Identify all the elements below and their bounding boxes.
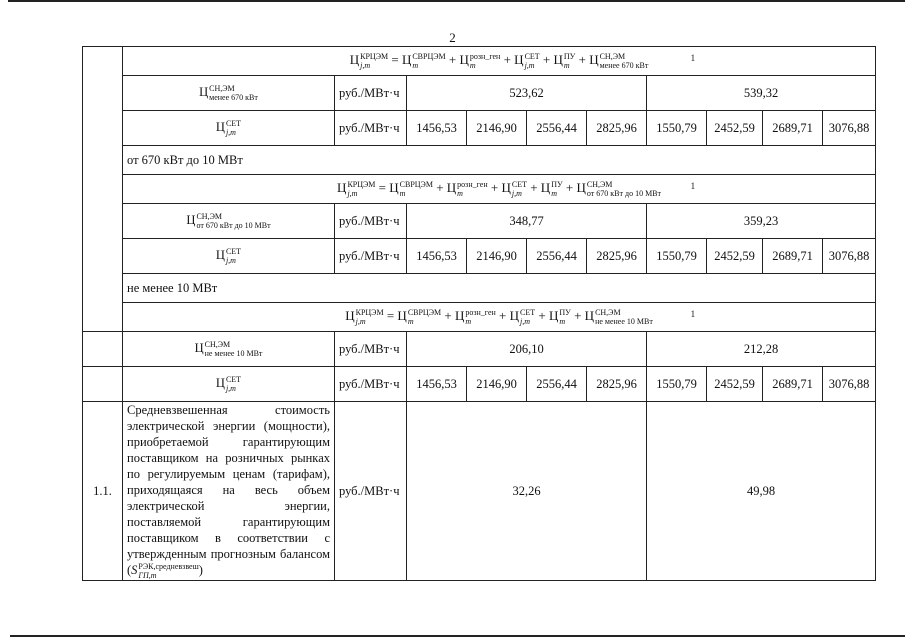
set-value: 2452,59 [707,111,763,146]
set-value: 2146,90 [467,367,527,402]
unit-label: руб./МВт·ч [335,239,407,274]
unit-label: руб./МВт·ч [335,76,407,111]
avg-cost-value: 49,98 [647,402,876,581]
set-value: 1456,53 [407,239,467,274]
page-number: 2 [449,30,456,45]
index-spacer [83,332,123,367]
sn-value: 523,62 [407,76,647,111]
set-value: 1550,79 [647,367,707,402]
sn-symbol-lt670: Ц СН,ЭМ менее 670 кВт [123,76,335,111]
set-value: 1456,53 [407,367,467,402]
set-value: 1456,53 [407,111,467,146]
unit-label: руб./МВт·ч [335,111,407,146]
set-value: 3076,88 [823,367,876,402]
set-symbol: Ц СЕТ j,m [123,367,335,402]
unit-label: руб./МВт·ч [335,402,407,581]
sn-symbol-670-10: Ц СН,ЭМ от 670 кВт до 10 МВт [123,204,335,239]
sn-value: 348,77 [407,204,647,239]
set-value: 2556,44 [527,367,587,402]
unit-label: руб./МВт·ч [335,367,407,402]
sn-value: 212,28 [647,332,876,367]
index-spacer [83,47,123,332]
set-value: 2825,96 [587,239,647,274]
set-value: 2689,71 [763,239,823,274]
page-bottom-edge [10,635,905,637]
set-value: 2556,44 [527,239,587,274]
formula-lt670: Ц КРЦЭМ j,m = Ц СВРЦЭМ m + Ц розн_ген m + Ц СЕТ j,m + Ц ПУ m + Ц СН,ЭМ менее 670 кВт 1 [123,47,876,76]
set-value: 2146,90 [467,111,527,146]
set-value: 2452,59 [707,367,763,402]
row-index: 1.1. [83,402,123,581]
avg-cost-value: 32,26 [407,402,647,581]
set-symbol: Ц СЕТ j,m [123,239,335,274]
set-value: 2825,96 [587,367,647,402]
set-value: 3076,88 [823,239,876,274]
unit-label: руб./МВт·ч [335,332,407,367]
page-top-edge [8,0,905,2]
set-value: 2452,59 [707,239,763,274]
set-value: 2689,71 [763,111,823,146]
sn-value: 359,23 [647,204,876,239]
sn-value: 206,10 [407,332,647,367]
set-value: 2556,44 [527,111,587,146]
set-value: 1550,79 [647,111,707,146]
set-value: 1550,79 [647,239,707,274]
set-value: 2146,90 [467,239,527,274]
set-symbol: Ц СЕТ j,m [123,111,335,146]
tariff-table [82,46,876,581]
unit-label: руб./МВт·ч [335,204,407,239]
row-description: Средневзвешенная стоимость электрической энергии (мощности), приобретаемой гарантирующим поставщиком на розничных рынках по регулируемым ценам (тарифам), приходящаяся на весь объем электрической энергии, поставляемой гарантирующим поставщиком в соответствии с утвержденным прогнозным балансом (S РЭК,средневзвеш ГП,m ) [123,402,335,581]
formula-ge10: Ц КРЦЭМ j,m = Ц СВРЦЭМ m + Ц розн_ген m + Ц СЕТ j,m + Ц ПУ m + Ц СН,ЭМ не менее 10 МВт 1 [123,303,876,332]
sn-symbol-ge10: Ц СН,ЭМ не менее 10 МВт [123,332,335,367]
sn-value: 539,32 [647,76,876,111]
set-value: 2825,96 [587,111,647,146]
set-value: 2689,71 [763,367,823,402]
index-spacer [83,367,123,402]
section-heading: от 670 кВт до 10 МВт [123,146,876,175]
section-heading: не менее 10 МВт [123,274,876,303]
formula-670-10: Ц КРЦЭМ j,m = Ц СВРЦЭМ m + Ц розн_ген m + Ц СЕТ j,m + Ц ПУ m + Ц СН,ЭМ от 670 кВт до 10 МВт 1 [123,175,876,204]
set-value: 3076,88 [823,111,876,146]
